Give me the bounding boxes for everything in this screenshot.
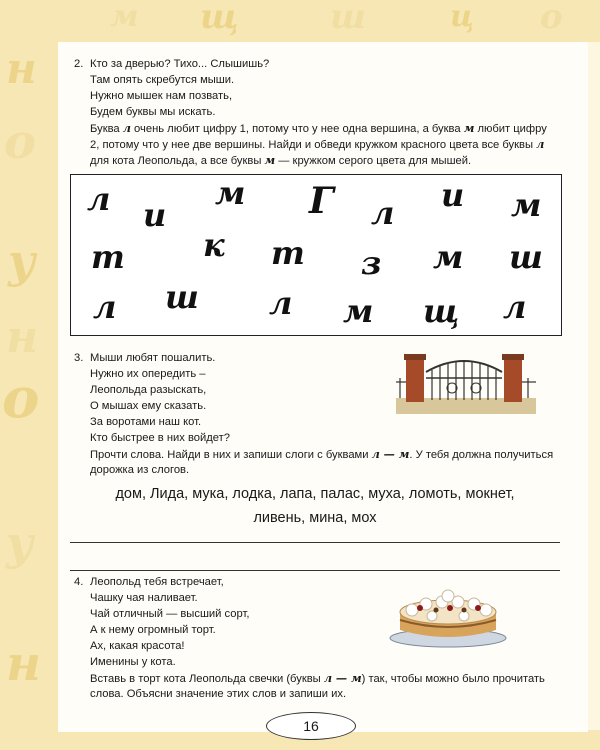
exercise-2-number: 2. xyxy=(74,58,84,70)
poem-line: За воротами наш кот. xyxy=(90,416,202,428)
decor-letter: н xyxy=(6,636,41,692)
instruction-line: 2, потому что у нее две вершины. Найди и обведи кружком красного цвета все буквы л xyxy=(90,137,545,151)
decor-letter: ш xyxy=(330,0,366,37)
decor-letter: ц xyxy=(450,0,475,34)
letter[interactable]: щ xyxy=(423,292,460,330)
poem-line: Будем буквы мы искать. xyxy=(90,106,216,118)
letter[interactable]: ш xyxy=(165,278,199,316)
letter[interactable]: л xyxy=(371,194,395,232)
poem-line: Нужно их опередить – xyxy=(90,368,206,380)
letter[interactable]: л xyxy=(93,288,117,326)
instruction-line: дорожка из слогов. xyxy=(90,464,190,476)
decor-letter: н xyxy=(6,312,39,363)
instruction-line: Прочти слова. Найди в них и запиши слоги с буквами л — м. У тебя должна получиться xyxy=(90,447,554,461)
letter[interactable]: ш xyxy=(509,238,543,276)
letter[interactable]: м xyxy=(343,292,374,330)
letter[interactable]: т xyxy=(271,234,305,272)
decor-letter: о xyxy=(540,0,563,37)
poem-line: Именины у кота. xyxy=(90,656,176,668)
decor-letter: н xyxy=(6,44,37,93)
poem-line: Нужно мышек нам позвать, xyxy=(90,90,233,102)
letter[interactable]: м xyxy=(215,174,246,212)
poem-line: Чашку чая наливает. xyxy=(90,592,198,604)
poem-line: Мыши любят пошалить. xyxy=(90,352,216,364)
exercise-3-number: 3. xyxy=(74,352,84,364)
poem-line: Кто за дверью? Тихо... Слышишь? xyxy=(90,58,270,70)
decor-letter: м xyxy=(110,0,139,34)
exercise-4-number: 4. xyxy=(74,576,84,588)
decor-letter: о xyxy=(2,365,40,431)
letter[interactable]: и xyxy=(441,176,465,214)
page-number: 16 xyxy=(266,712,356,740)
letter[interactable]: л xyxy=(269,284,293,322)
letter[interactable]: з xyxy=(361,244,382,282)
poem-line: Леопольд тебя встречает, xyxy=(90,576,224,588)
letter[interactable]: т xyxy=(91,238,125,276)
answer-line[interactable] xyxy=(70,570,560,571)
letter[interactable]: и xyxy=(143,196,167,234)
instruction-line: для кота Леопольда, а все буквы м — кружком серого цвета для мышей. xyxy=(90,153,472,167)
letter[interactable]: м xyxy=(511,186,542,224)
poem-line: Там опять скребутся мыши. xyxy=(90,74,235,86)
decorative-border-top xyxy=(0,0,600,42)
letter[interactable]: м xyxy=(433,238,464,276)
letter[interactable]: Г xyxy=(309,180,334,222)
gate-illustration xyxy=(396,352,536,414)
letter[interactable]: л xyxy=(87,180,111,218)
poem-line: Леопольда разыскать, xyxy=(90,384,207,396)
letters-box xyxy=(70,174,562,336)
instruction-line: Вставь в торт кота Леопольда свечки (буквы л — м) так, чтобы можно было прочитать xyxy=(90,671,545,685)
decor-letter: о xyxy=(4,114,37,170)
poem-line: Чай отличный — высший сорт, xyxy=(90,608,250,620)
poem-line: О мышах ему сказать. xyxy=(90,400,207,412)
decor-letter: у xyxy=(8,234,36,288)
words-line: ливень, мина, мох xyxy=(253,510,377,526)
poem-line: А к нему огромный торт. xyxy=(90,624,216,636)
poem-line: Кто быстрее в них войдет? xyxy=(90,432,230,444)
cake-illustration xyxy=(388,582,508,648)
instruction-line: Буква л очень любит цифру 1, потому что у нее одна вершина, а буква м любит цифру xyxy=(90,121,547,135)
answer-line[interactable] xyxy=(70,542,560,543)
words-line: дом, Лида, мука, лодка, лапа, палас, муха, ломоть, мокнет, xyxy=(115,486,515,502)
decor-letter: щ xyxy=(200,0,239,37)
letter[interactable]: к xyxy=(203,226,225,264)
letter[interactable]: л xyxy=(503,288,527,326)
decor-letter: у xyxy=(6,516,34,570)
poem-line: Ах, какая красота! xyxy=(90,640,185,652)
instruction-line: слова. Объясни значение этих слов и запиши их. xyxy=(90,688,347,700)
